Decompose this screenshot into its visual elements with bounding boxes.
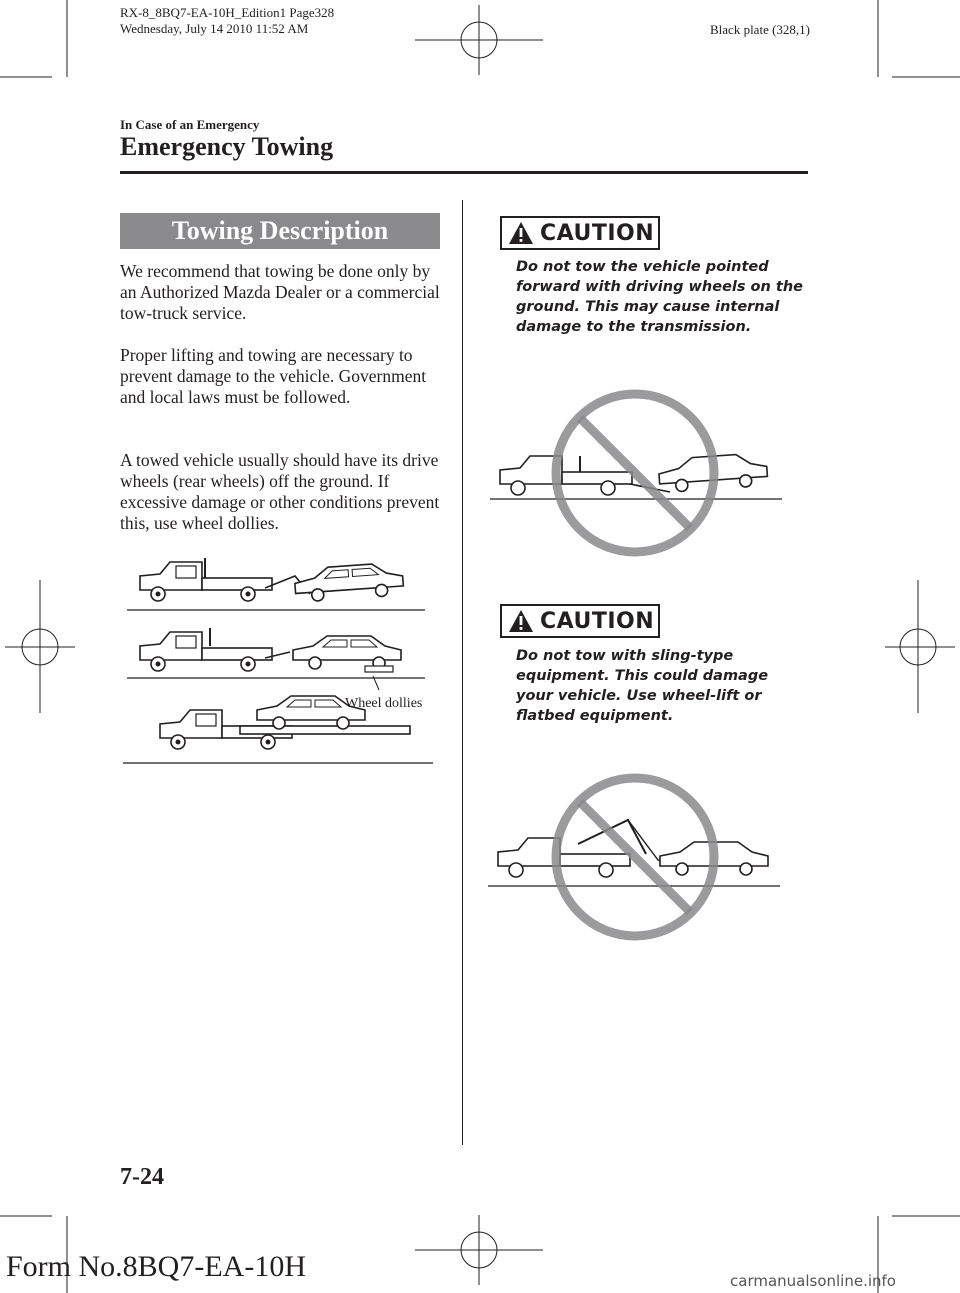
towing-methods-illustration [115,548,445,768]
paragraph: Proper lifting and towing are necessary to prevent damage to the vehicle. Government and local laws must be followed. [120,345,427,407]
caution-label: CAUTION [540,608,655,634]
section-subhead: Towing Description [120,213,440,249]
warning-triangle-icon [508,221,534,245]
figure-callout-wheel-dollies: Wheel dollies [345,696,423,711]
watermark: carmanualsonline.info [730,1272,896,1290]
title-rule [120,171,808,174]
caution-badge [500,216,660,250]
plate-label: Black plate (328,1) [710,22,810,37]
caution-label: CAUTION [540,220,655,246]
prohibited-sling-towing-illustration [488,760,788,940]
paragraph: A towed vehicle usually should have its drive wheels (rear wheels) off the ground. If excessive damage or other conditions prevent this, use wheel dollies. [120,450,440,533]
caution-badge [500,604,660,638]
column-divider [462,200,463,1145]
caution-text: Do not tow with sling-type equipment. This could damage your vehicle. Use wheel-lift or flatbed equipment. [516,648,769,724]
print-info [120,5,334,37]
chapter-title: Emergency Towing [120,132,334,161]
print-info-line2: Wednesday, July 14 2010 11:52 AM [120,21,309,36]
warning-triangle-icon [508,609,534,633]
page-number: 7-24 [120,1164,164,1190]
registration-mark-icon [415,5,543,75]
form-number: Form No.8BQ7-EA-10H [6,1250,306,1283]
section-label: In Case of an Emergency [120,117,260,132]
registration-mark-icon [415,1215,543,1285]
print-info-line1: RX-8_8BQ7-EA-10H_Edition1 Page328 [120,5,335,20]
prohibited-towing-illustration [490,376,790,556]
registration-mark-icon [5,580,75,713]
caution-text: Do not tow the vehicle pointed forward with driving wheels on the ground. This may cause internal damage to the transmission. [516,259,803,335]
registration-mark-icon [885,580,955,713]
paragraph: We recommend that towing be done only by an Authorized Mazda Dealer or a commercial tow-truck service. [120,261,440,323]
